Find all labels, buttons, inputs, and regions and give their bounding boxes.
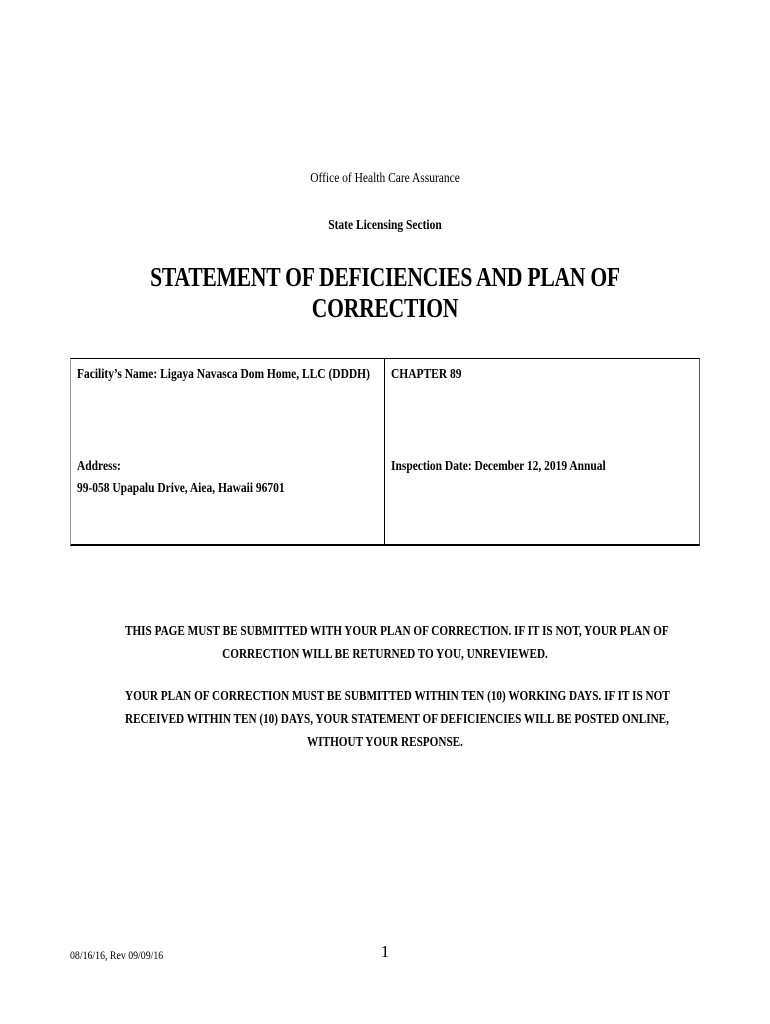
chapter-cell: CHAPTER 89 [391,367,462,382]
facility-info-table [70,358,700,546]
notice-line: CORRECTION WILL BE RETURNED TO YOU, UNREVIEWED. [222,647,548,662]
document-title: STATEMENT OF DEFICIENCIES AND PLAN OF CORRECTION [150,262,620,323]
notice-line: YOUR PLAN OF CORRECTION MUST BE SUBMITTED WITHIN TEN (10) WORKING DAYS. IF IT IS NOT [125,689,670,704]
notice-line: THIS PAGE MUST BE SUBMITTED WITH YOUR PLAN OF CORRECTION. IF IT IS NOT, YOUR PLAN OF [125,624,669,639]
office-name: Office of Health Care Assurance [310,171,460,186]
address-cell [77,456,285,500]
inspection-date-cell: Inspection Date: December 12, 2019 Annual [391,459,606,474]
section-name: State Licensing Section [328,218,442,233]
facility-name-cell: Facility’s Name: Ligaya Navasca Dom Home, LLC (DDDH) [77,367,370,382]
notice-line: WITHOUT YOUR RESPONSE. [307,735,463,750]
table-divider [384,359,385,544]
submission-notice [60,620,710,666]
address-value: 99-058 Upapalu Drive, Aiea, Hawaii 96701 [77,481,285,496]
page-number: 1 [380,942,390,961]
notice-line: RECEIVED WITHIN TEN (10) DAYS, YOUR STATEMENT OF DEFICIENCIES WILL BE POSTED ONLINE, [125,712,669,727]
deadline-notice [60,685,710,754]
address-label: Address: [77,459,121,474]
revision-footer: 08/16/16, Rev 09/09/16 [70,948,164,962]
